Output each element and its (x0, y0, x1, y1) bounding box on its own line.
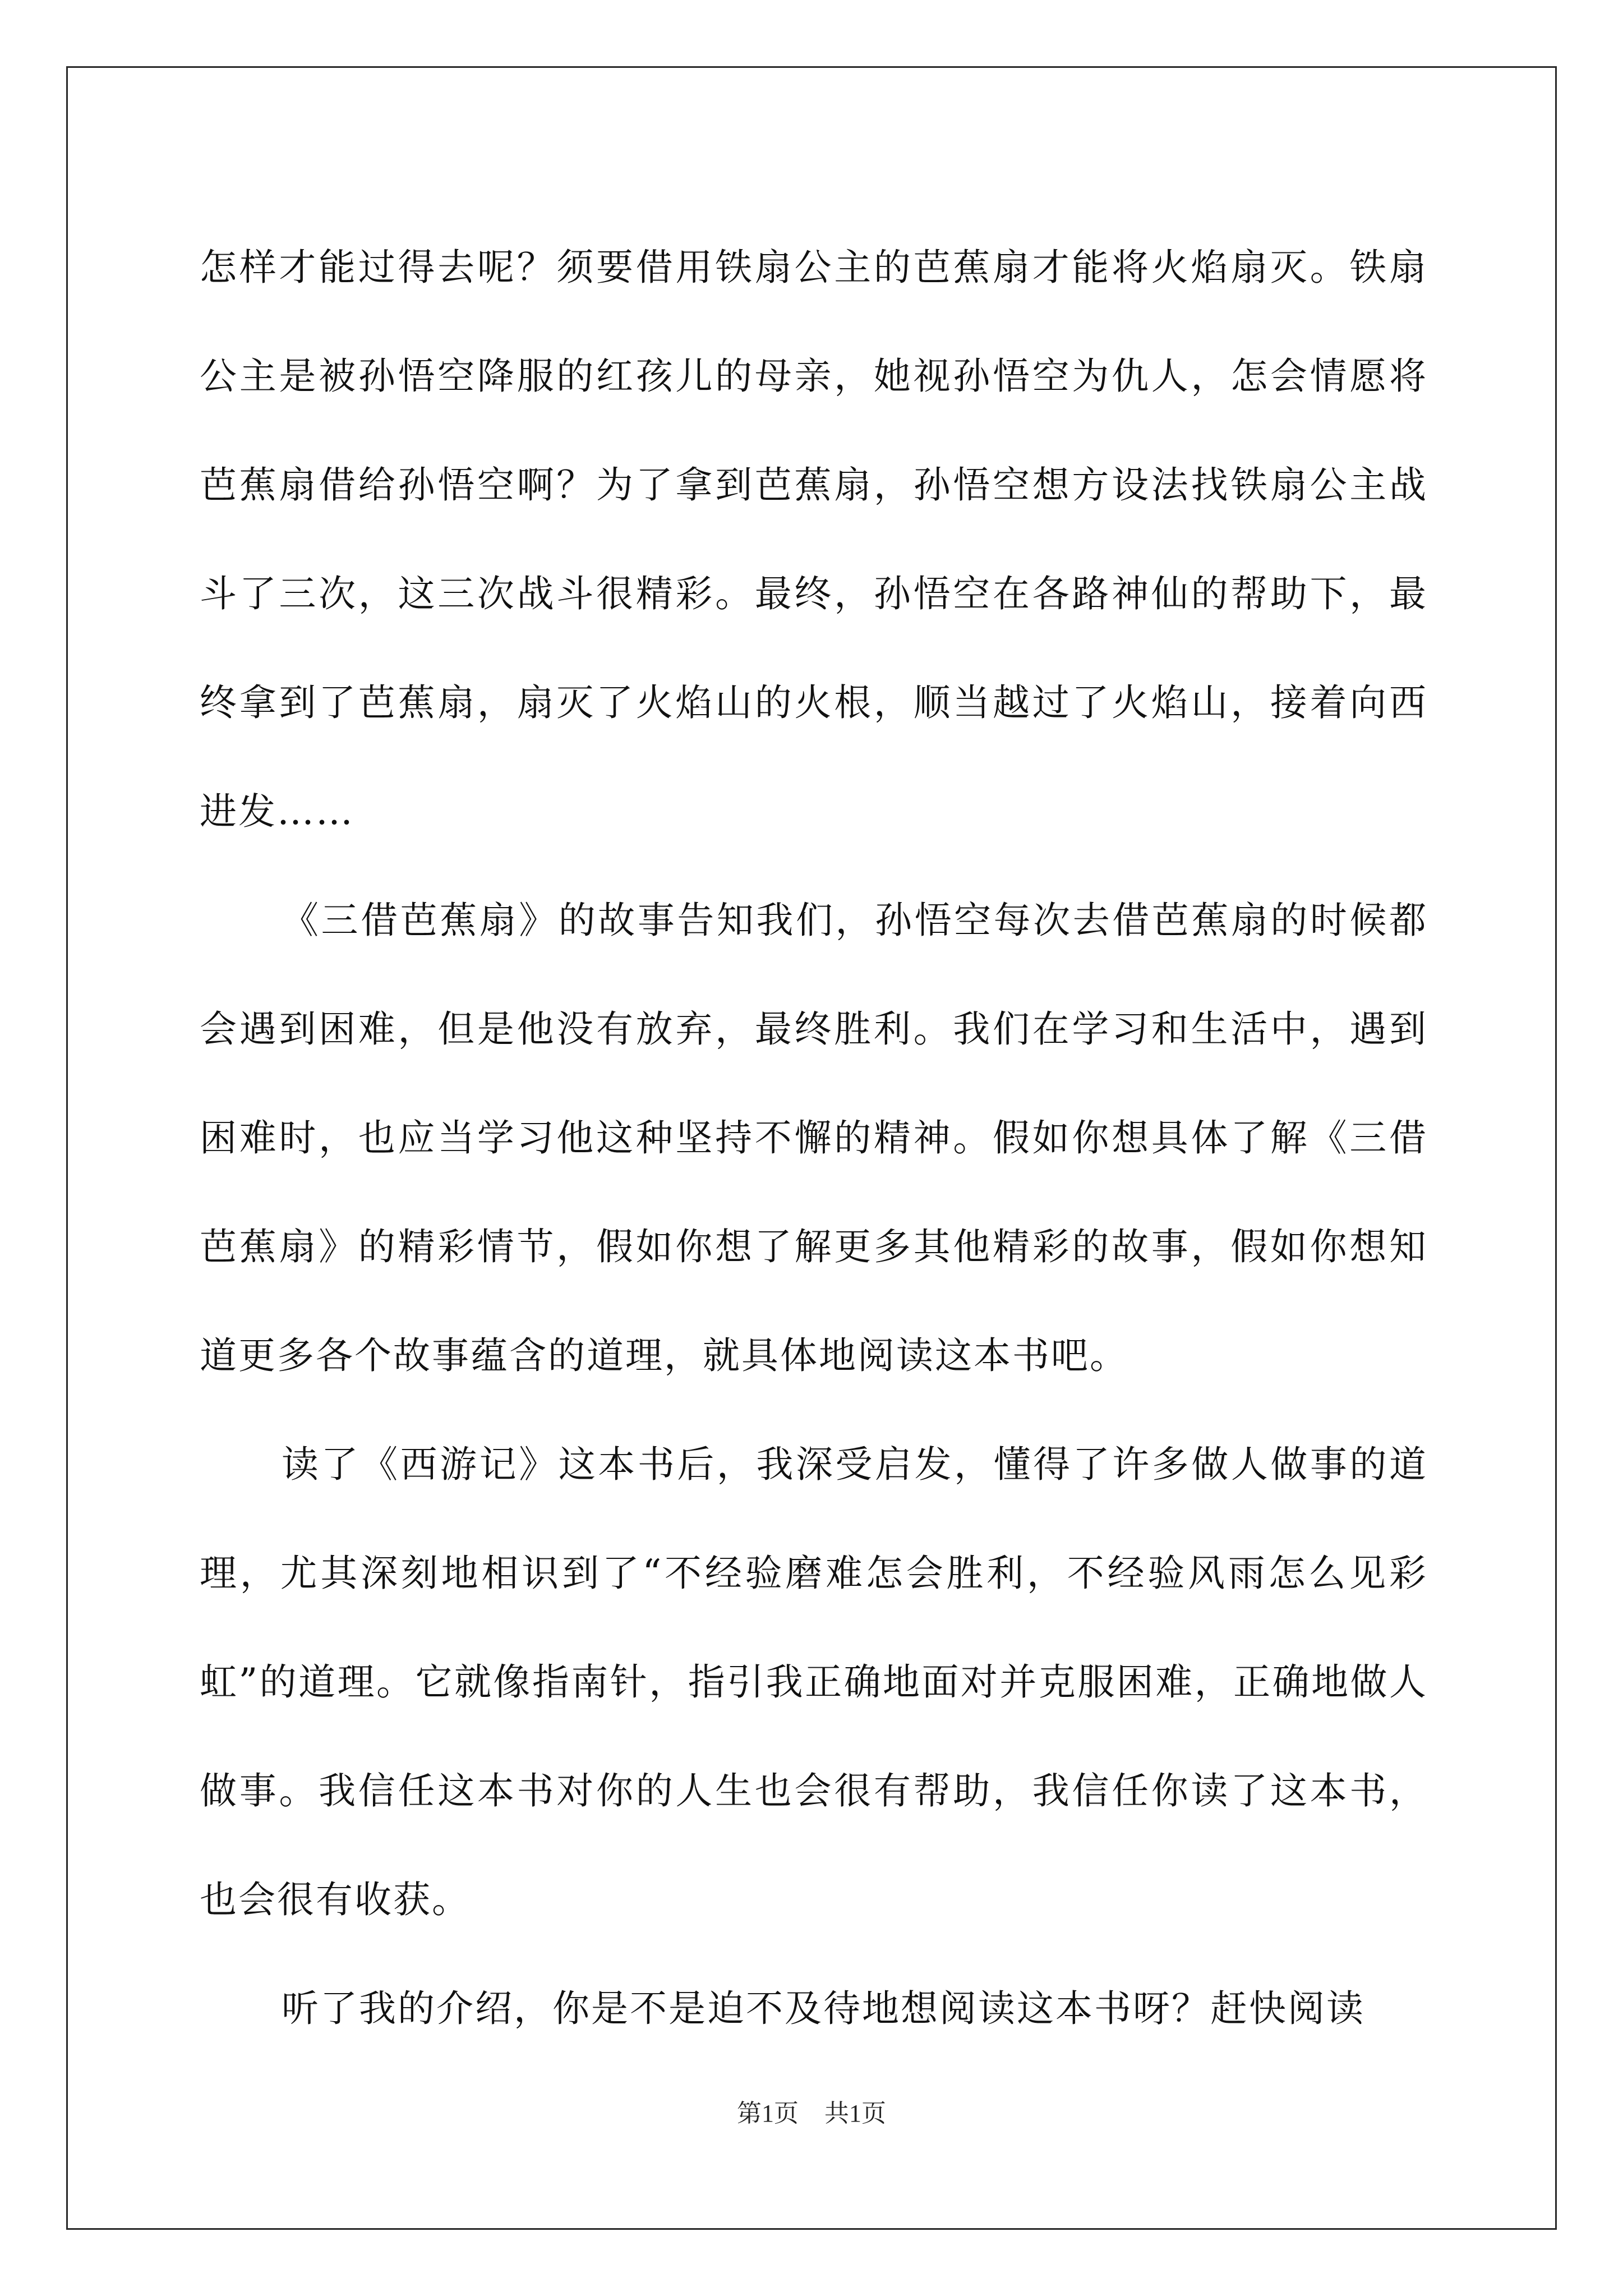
paragraph-1: 怎样才能过得去呢？须要借用铁扇公主的芭蕉扇才能将火焰扇灭。铁扇公主是被孙悟空降服的红孩儿的母亲，她视孙悟空为仇人，怎会情愿将芭蕉扇借给孙悟空啊？为了拿到芭蕉扇，孙悟空想方设法找铁扇公主战斗了三次，这三次战斗很精彩。最终，孙悟空在各路神仙的帮助下，最终拿到了芭蕉扇，扇灭了火焰山的火根，顺当越过了火焰山，接着向西进发…… (200, 246, 1428, 833)
paragraph-2: 《三借芭蕉扇》的故事告知我们，孙悟空每次去借芭蕉扇的时候都会遇到困难，但是他没有放弃，最终胜利。我们在学习和生活中，遇到困难时，也应当学习他这种坚持不懈的精神。假如你想具体了解《三借芭蕉扇》的精彩情节，假如你想了解更多其他精彩的故事，假如你想知道更多各个故事蕴含的道理，就具体地阅读这本书吧。 (200, 899, 1428, 1377)
document-body (200, 213, 1428, 2063)
page-footer (0, 2097, 1623, 2131)
total-pages: 共1页 (824, 2100, 886, 2127)
paragraph-4: 听了我的介绍，你是不是迫不及待地想阅读这本书呀？赶快阅读 (282, 1987, 1365, 2030)
page-number: 第1页 (737, 2100, 799, 2127)
paragraph-3: 读了《西游记》这本书后，我深受启发，懂得了许多做人做事的道理，尤其深刻地相识到了“不经验磨难怎会胜利，不经验风雨怎么见彩虹”的道理。它就像指南针，指引我正确地面对并克服困难，正确地做人做事。我信任这本书对你的人生也会很有帮助，我信任你读了这本书，也会很有收获。 (200, 1443, 1428, 1921)
